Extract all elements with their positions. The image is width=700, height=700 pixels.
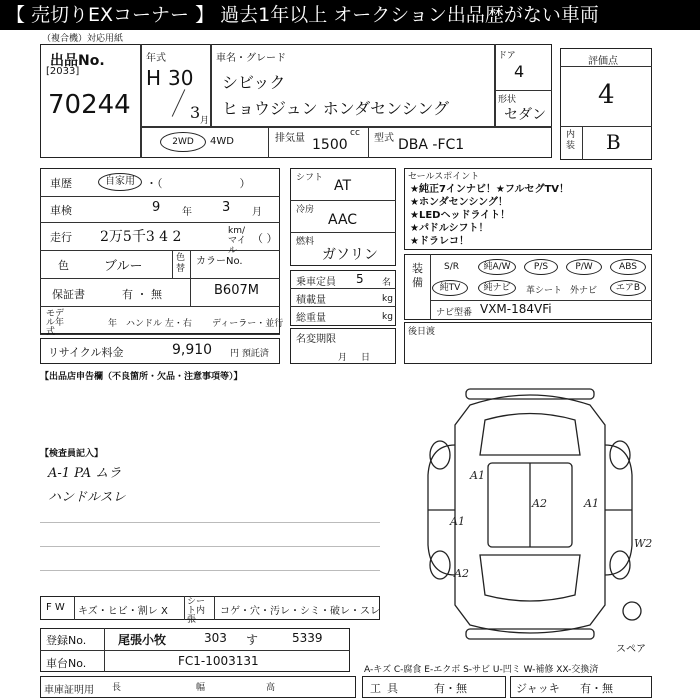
color-change-label: 色替 [176, 253, 186, 274]
type-value: DBA -FC1 [398, 137, 465, 153]
inspector-note: A-1 PA ムラ [48, 466, 122, 481]
capacity-unit: 名 [382, 278, 392, 288]
damage-mark: A2 [454, 567, 469, 580]
postfit-label: 後日渡 [408, 327, 436, 337]
recycle-value: 9,910 [172, 342, 213, 358]
color-value: ブルー [104, 259, 143, 274]
auction-banner: 【 売切りEXコーナー 】 過去1年以上 オークション出品歴がない車両 [0, 0, 700, 30]
load-unit: kg [382, 294, 393, 304]
equip-leather: 革シート [526, 286, 563, 296]
history-value: 自家用 [98, 173, 142, 191]
jack-label: ジャッキ [516, 682, 560, 695]
name-change-label: 名変期限 [296, 334, 336, 345]
equip-airbag: エアB [610, 280, 646, 296]
navi-label: ナビ型番 [436, 308, 473, 318]
damage-mark: A2 [532, 497, 547, 510]
inspector-note: ハンドルスレ [48, 490, 126, 505]
damage-mark: A1 [584, 497, 599, 510]
inspection-month: 3 [222, 200, 231, 215]
drive-2wd: 2WD [160, 132, 206, 152]
warranty-value: 有 ・ 無 [122, 288, 162, 301]
registration-kana: す [246, 633, 259, 647]
displacement-label: 排気量 [275, 133, 305, 144]
registration-serial: 5339 [292, 631, 323, 645]
damage-mark: A1 [450, 515, 465, 528]
interior-score: B [606, 130, 621, 154]
equipment-label: 装備 [412, 262, 423, 289]
inspector-label: 【検査員記入】 [40, 449, 104, 459]
inspection-label: 車検 [50, 204, 72, 217]
mileage-value: 2万5千3 4 2 [100, 229, 182, 245]
registration-label: 登録No. [46, 634, 87, 647]
form-note: （複合機）対応用紙 [42, 34, 124, 44]
seat-label: シート内張 [187, 597, 206, 625]
handle-option: ハンドル 左・右 [126, 319, 192, 329]
capacity-label: 乗車定員 [296, 277, 336, 288]
displacement-value: 1500 [312, 137, 348, 153]
tools-label: 工具 [370, 682, 404, 695]
navi-model: VXM-184VFi [480, 302, 552, 316]
mileage-unit: km/マイル [228, 226, 246, 256]
selling-point: ★ドラレコ！ [410, 236, 469, 247]
certificate-height: 高 [266, 683, 276, 693]
inspection-year-unit: 年 [182, 207, 192, 218]
inspection-year: 9 [152, 200, 161, 215]
registration-place: 尾張小牧 [118, 633, 167, 647]
jack-value: 有・無 [580, 682, 613, 695]
selling-point: ★LEDヘッドライト！ [410, 210, 511, 221]
tools-value: 有・無 [434, 682, 467, 695]
model-label: 車名・グレード [216, 53, 286, 64]
name-change-unit: 月日 [338, 353, 385, 363]
selling-points-label: セールスポイント [408, 172, 480, 182]
fw-label: F W [46, 602, 65, 613]
selling-point: ★ホンダセンシング！ [410, 197, 508, 208]
selling-point: ★純正7インナビ！★フルセグTV！ [410, 184, 570, 195]
model-year-label: モデル年式 [46, 309, 65, 337]
color-code-label: カラーNo. [196, 256, 243, 267]
recycle-unit: 円 預託済 [230, 349, 269, 359]
certificate-label: 車庫証明用 [44, 685, 94, 696]
selling-point: ★パドルシフト！ [410, 223, 489, 234]
seat-items: コゲ・穴・汚レ・シミ・破レ・スレ [220, 606, 380, 617]
ac-value: AAC [328, 212, 358, 228]
certificate-width: 幅 [196, 683, 206, 693]
equip-ext-navi: 外ナビ [570, 286, 598, 296]
gross-unit: kg [382, 312, 393, 322]
model-year-unit: 年 [108, 319, 118, 329]
year-label: 年式 [146, 53, 166, 64]
chassis-label: 車台No. [46, 657, 87, 670]
shift-value: AT [334, 178, 352, 194]
equip-abs: ABS [610, 259, 646, 275]
car-damage-diagram [410, 385, 653, 645]
lot-small: [2033] [46, 66, 80, 77]
lot-label: 出品No. [50, 53, 105, 69]
ac-label: 冷房 [296, 205, 315, 215]
recycle-label: リサイクル料金 [48, 346, 124, 359]
damage-legend: A-キズ C-腐食 E-エクボ S-サビ U-凹ミ W-補修 XX-交換済 [364, 665, 599, 675]
seller-notes-label: 【出品店申告欄（不良箇所・欠品・注意事項等）】 [40, 372, 243, 382]
rating-score: 4 [598, 80, 615, 110]
postfit-block [404, 322, 652, 364]
load-label: 積載量 [296, 295, 326, 306]
doors-value: 4 [514, 62, 525, 81]
chassis-value: FC1-1003131 [178, 654, 259, 668]
equip-ps: P/S [524, 259, 558, 275]
year-month: 3 [190, 103, 201, 122]
history-label: 車歴 [50, 177, 72, 190]
equip-alloy: 純A/W [478, 259, 516, 275]
damage-mark: A1 [470, 469, 485, 482]
gross-label: 総重量 [296, 313, 326, 324]
capacity-value: 5 [356, 272, 364, 286]
lot-number: 70244 [48, 90, 131, 120]
type-label: 型式 [374, 133, 394, 144]
color-code: B607M [214, 283, 259, 298]
equip-sr: S/R [444, 262, 459, 272]
registration-num: 303 [204, 631, 227, 645]
mileage-label: 走行 [50, 231, 72, 244]
color-label: 色 [58, 259, 69, 272]
warranty-label: 保証書 [52, 288, 85, 301]
year-era: H [146, 66, 162, 90]
damage-mark: W2 [634, 537, 653, 550]
equip-navi: 純ナビ [478, 280, 516, 296]
equip-pw: P/W [566, 259, 602, 275]
displacement-unit: cc [350, 128, 360, 138]
model-name: シビック [222, 73, 286, 92]
interior-label: 内装 [566, 130, 576, 151]
body-label: 形状 [498, 95, 517, 105]
mileage-paren: （ ） [252, 232, 278, 245]
spare-label: スペア [616, 644, 646, 655]
shift-label: シフト [296, 173, 324, 183]
body-value: セダン [504, 107, 547, 123]
drive-4wd: 4WD [210, 136, 234, 147]
rating-label: 評価点 [588, 56, 618, 67]
dealer-option: ディーラー・並行 [212, 319, 284, 329]
inspection-month-unit: 月 [252, 207, 262, 218]
fuel-value: ガソリン [322, 247, 378, 263]
certificate-length: 長 [112, 683, 122, 693]
fw-items: キズ・ヒビ・割レ X [78, 606, 168, 617]
doors-label: ドア [498, 51, 516, 61]
year-value: 30 [168, 66, 194, 90]
equip-tv: 純TV [432, 280, 468, 296]
month-unit: 月 [200, 116, 210, 126]
model-grade: ヒョウジュン ホンダセンシング [222, 99, 450, 118]
history-rest: ・（ ） [146, 177, 251, 190]
fuel-label: 燃料 [296, 237, 315, 247]
